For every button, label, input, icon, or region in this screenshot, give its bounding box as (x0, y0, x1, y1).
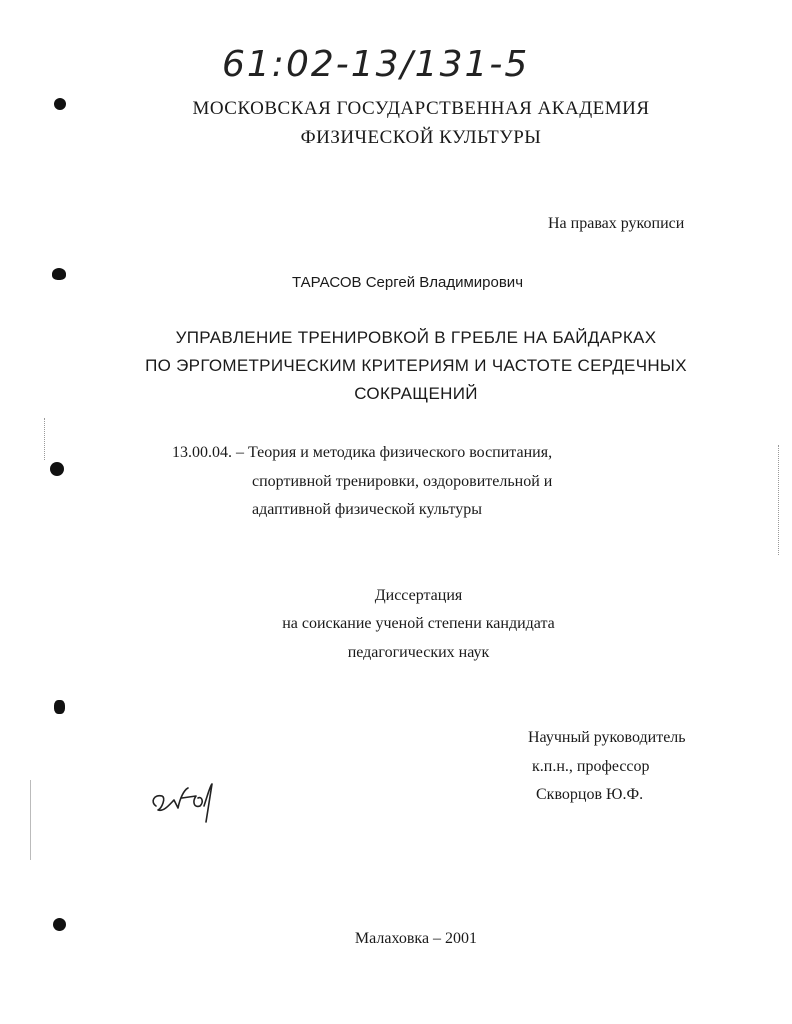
institution-name-line2: ФИЗИЧЕСКОЙ КУЛЬТУРЫ (300, 127, 542, 148)
supervisor-role: Научный руководитель (528, 729, 686, 746)
dissertation-title-line1: УПРАВЛЕНИЕ ТРЕНИРОВКОЙ В ГРЕБЛЕ НА БАЙДАРКАХ (175, 328, 657, 347)
scan-line (30, 780, 31, 860)
dissertation-title-line3: СОКРАЩЕНИЙ (354, 384, 478, 403)
institution-name-line1: МОСКОВСКАЯ ГОСУДАРСТВЕННАЯ АКАДЕМИЯ (192, 98, 650, 119)
dissertation-title-line2: ПО ЭРГОМЕТРИЧЕСКИМ КРИТЕРИЯМ И ЧАСТОТЕ СЕРДЕЧНЫХ (145, 356, 687, 375)
supervisor-rank: к.п.н., профессор (532, 758, 650, 775)
degree-line2: на соискание ученой степени кандидата (282, 615, 555, 632)
city-year: Малаховка – 2001 (354, 930, 478, 947)
scan-line (44, 418, 45, 460)
manuscript-note: На правах рукописи (548, 215, 685, 232)
specialty-code-line: 13.00.04. – Теория и методика физического воспитания, (172, 444, 553, 461)
specialty-line3: адаптивной физической культуры (252, 501, 482, 518)
scan-line (778, 445, 779, 555)
author-name: ТАРАСОВ Сергей Владимирович (292, 274, 524, 291)
handwritten-archive-code: 61:02-13/131-5 (222, 44, 530, 85)
degree-type: Диссертация (374, 587, 463, 604)
binder-mark (50, 462, 64, 476)
binder-mark (52, 268, 66, 280)
degree-line3: педагогических наук (347, 644, 490, 661)
supervisor-name: Скворцов Ю.Ф. (536, 786, 644, 803)
author-signature (148, 776, 218, 826)
binder-mark (54, 700, 65, 714)
specialty-line2: спортивной тренировки, оздоровительной и (252, 473, 553, 490)
